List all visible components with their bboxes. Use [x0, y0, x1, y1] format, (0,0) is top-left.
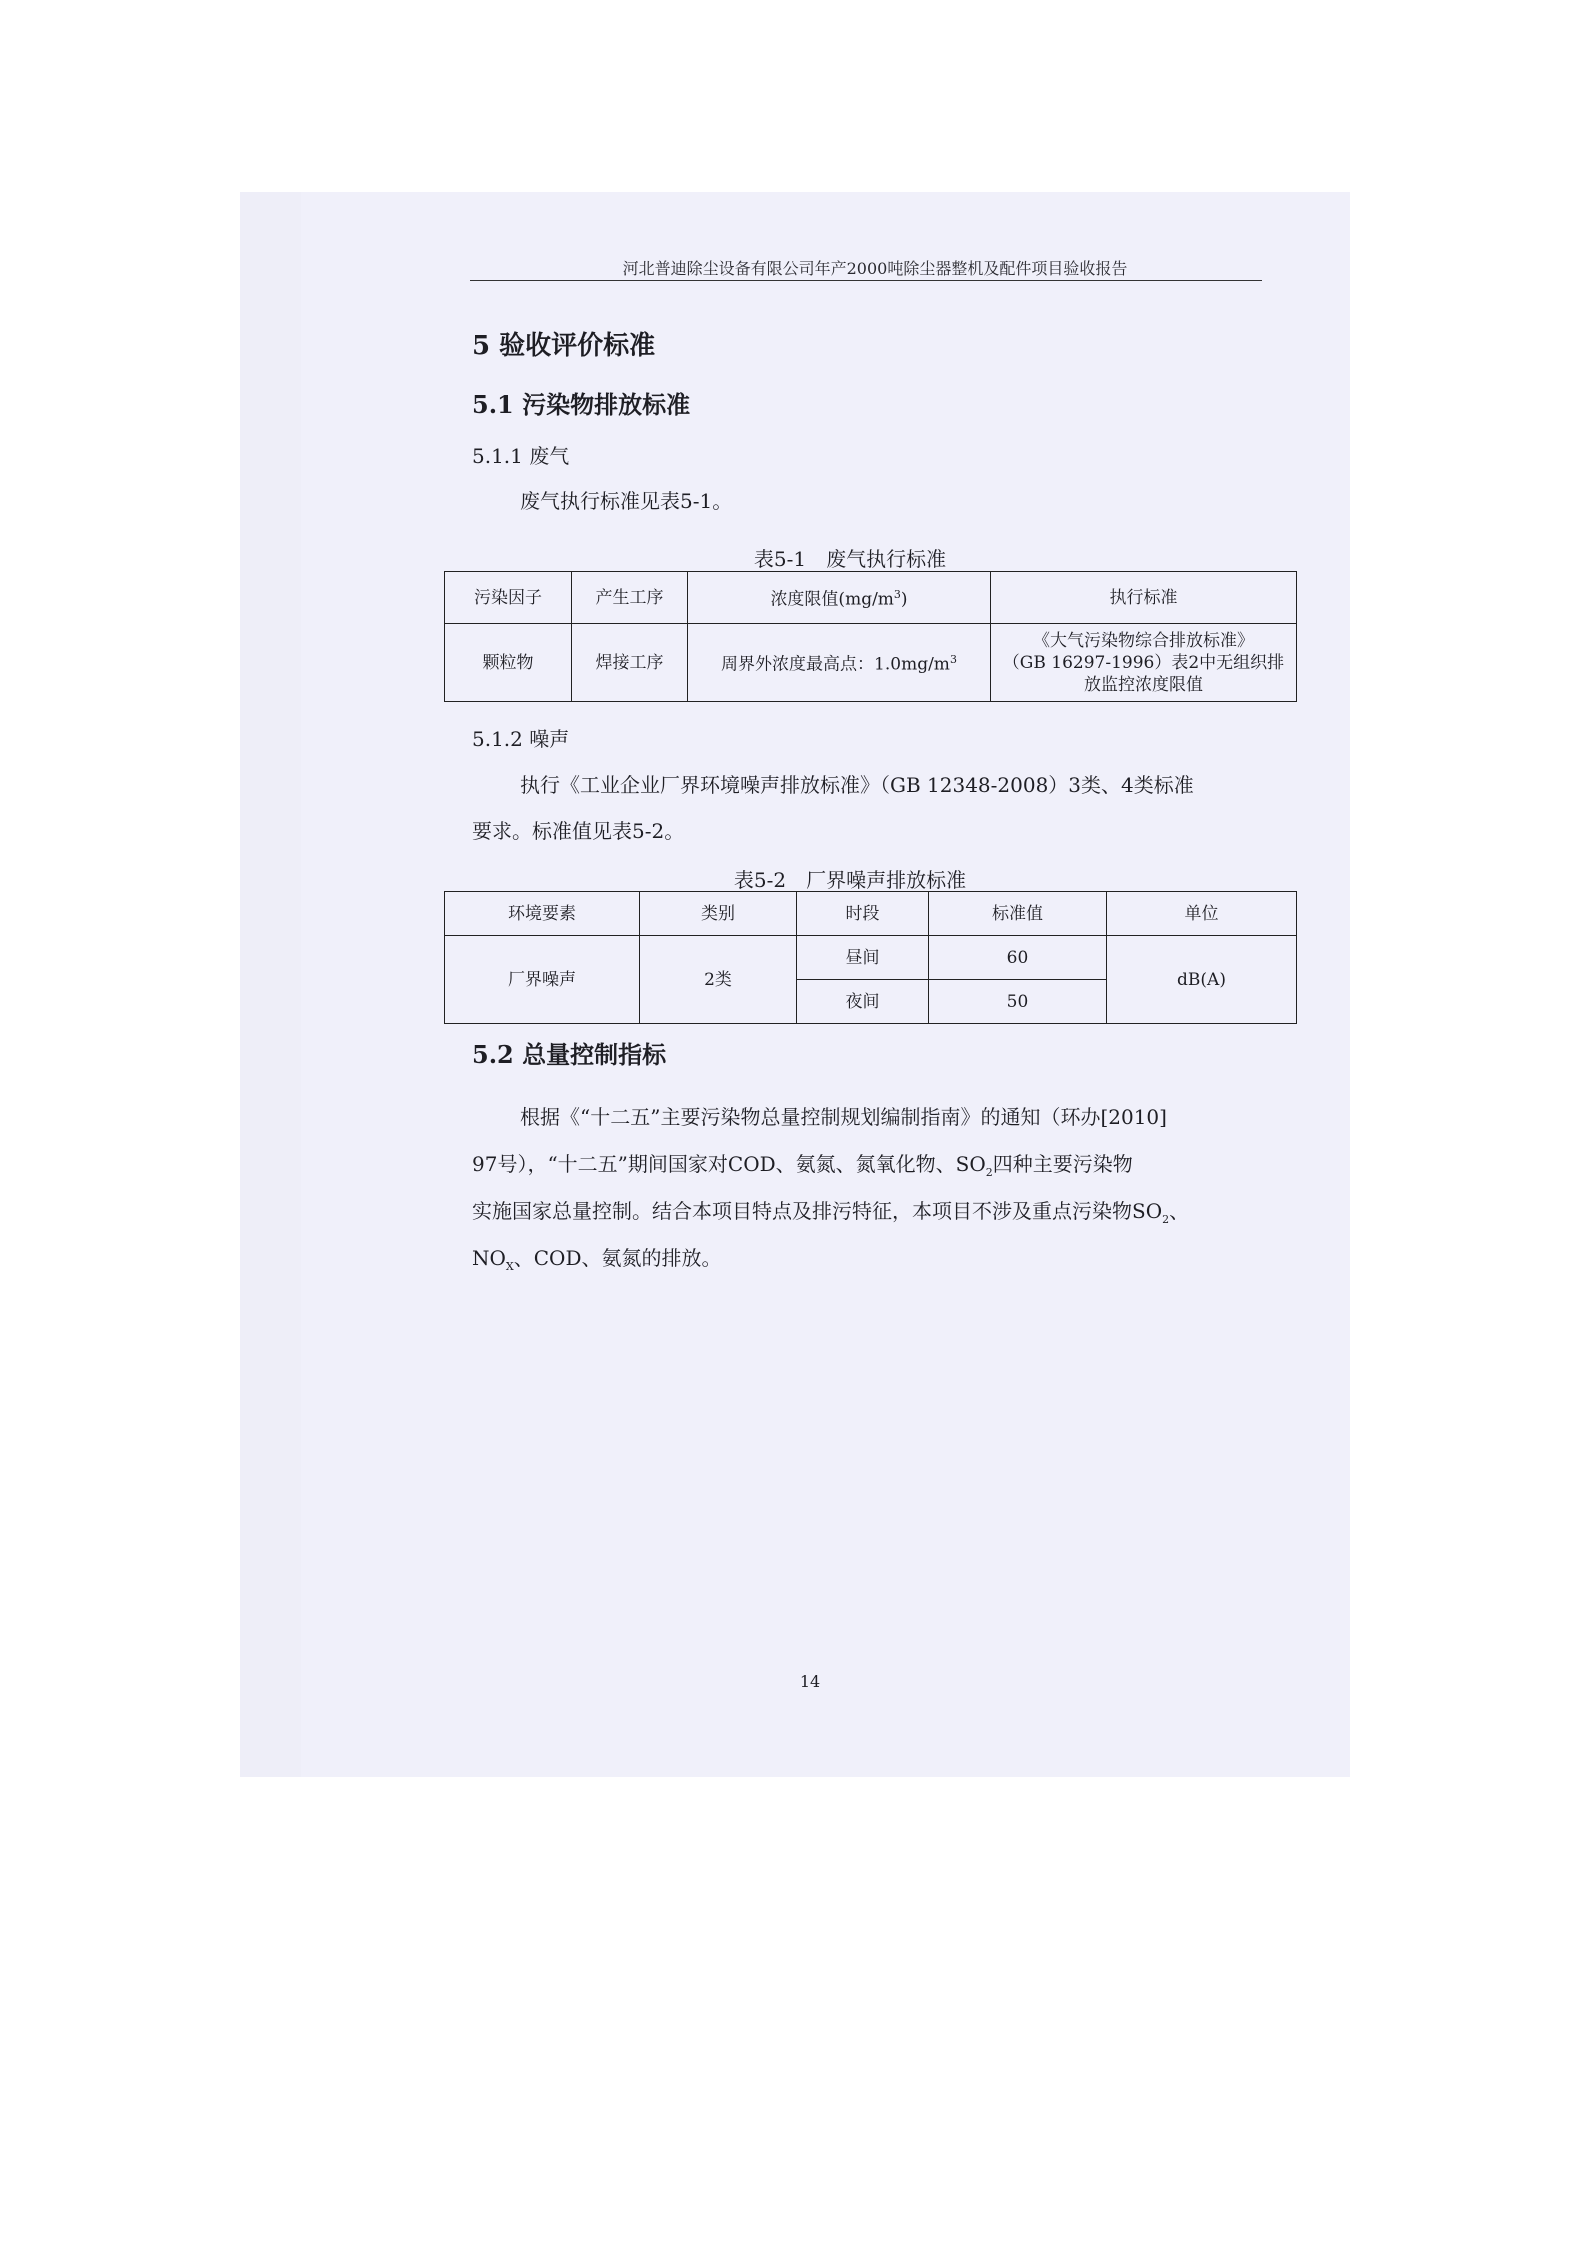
unit-close: ) — [900, 589, 908, 610]
line3-text-b: 、 — [1169, 1199, 1190, 1223]
section-5-1-title: 5.1 污染物排放标准 — [472, 390, 691, 419]
limit-value: 周界外浓度最高点：1.0mg/m — [721, 654, 950, 675]
table2-row — [445, 936, 1297, 980]
table2-header-row — [445, 892, 1297, 936]
table2-caption: 表5-2 厂界噪声排放标准 — [733, 868, 967, 892]
header-rule — [470, 280, 1262, 281]
waste-gas-standard-table — [444, 571, 1297, 702]
table1-caption: 表5-1 废气执行标准 — [753, 547, 947, 571]
table1-header-cell: 执行标准 — [991, 572, 1297, 624]
so2-subscript: 2 — [1162, 1213, 1170, 1226]
section-5-2-title: 5.2 总量控制指标 — [472, 1040, 667, 1069]
subsection-5-1-1-title: 5.1.1 废气 — [472, 444, 570, 468]
page-number: 14 — [799, 1672, 821, 1691]
line3-text-a: 实施国家总量控制。结合本项目特点及排污特征，本项目不涉及重点污染物SO — [472, 1199, 1163, 1223]
table1-header-cell — [688, 572, 991, 624]
chapter-title: 5 验收评价标准 — [472, 331, 656, 361]
table2-value-cell: 60 — [929, 936, 1107, 980]
line2-text-a: 97号），“十二五”期间国家对COD、氨氮、氮氧化物、SO — [472, 1152, 986, 1176]
total-control-line4 — [472, 1233, 721, 1292]
table2-period-cell: 夜间 — [797, 980, 929, 1024]
running-header: 河北普迪除尘设备有限公司年产2000吨除尘器整机及配件项目验收报告 — [622, 259, 1128, 278]
table2-period-cell: 昼间 — [797, 936, 929, 980]
table2-unit-cell: dB(A) — [1107, 936, 1297, 1024]
noise-paragraph-line1: 执行《工业企业厂界环境噪声排放标准》（GB 12348-2008）3类、4类标准 — [520, 773, 1194, 797]
standard-line: 《大气污染物综合排放标准》 — [1033, 630, 1254, 651]
subsection-5-1-2-title: 5.1.2 噪声 — [472, 727, 570, 751]
standard-line: （GB 16297-1996）表2中无组织排 — [1002, 652, 1285, 673]
table2-header-cell: 标准值 — [929, 892, 1107, 936]
table2-header-cell: 类别 — [640, 892, 797, 936]
table2-element-cell: 厂界噪声 — [445, 936, 640, 1024]
total-control-line1: 根据《“十二五”主要污染物总量控制规划编制指南》的通知（环办[2010] — [520, 1105, 1167, 1129]
waste-gas-paragraph: 废气执行标准见表5-1。 — [520, 489, 733, 513]
table1-cell: 颗粒物 — [445, 624, 572, 702]
table1-header-cell: 污染因子 — [445, 572, 572, 624]
line4-text-a: NO — [472, 1246, 506, 1270]
table1-cell — [991, 624, 1297, 702]
table1-cell — [688, 624, 991, 702]
table2-category-cell: 2类 — [640, 936, 797, 1024]
table2-header-cell: 环境要素 — [445, 892, 640, 936]
table2-header-cell: 单位 — [1107, 892, 1297, 936]
noise-paragraph-line2: 要求。标准值见表5-2。 — [472, 819, 685, 843]
table1-data-row — [445, 624, 1297, 702]
limit-superscript: 3 — [949, 653, 957, 667]
boundary-noise-table — [444, 891, 1297, 1024]
standard-line: 放监控浓度限值 — [1084, 674, 1203, 695]
concentration-header: 浓度限值(mg/m — [770, 589, 894, 610]
nox-subscript: X — [505, 1260, 514, 1273]
table1-header-row — [445, 572, 1297, 624]
line4-text-b: 、COD、氨氮的排放。 — [513, 1246, 722, 1270]
table2-value-cell: 50 — [929, 980, 1107, 1024]
unit-superscript: 3 — [893, 588, 901, 602]
so2-subscript: 2 — [985, 1166, 993, 1179]
line2-text-b: 四种主要污染物 — [992, 1152, 1133, 1176]
table1-header-cell: 产生工序 — [572, 572, 688, 624]
table1-cell: 焊接工序 — [572, 624, 688, 702]
table2-header-cell: 时段 — [797, 892, 929, 936]
